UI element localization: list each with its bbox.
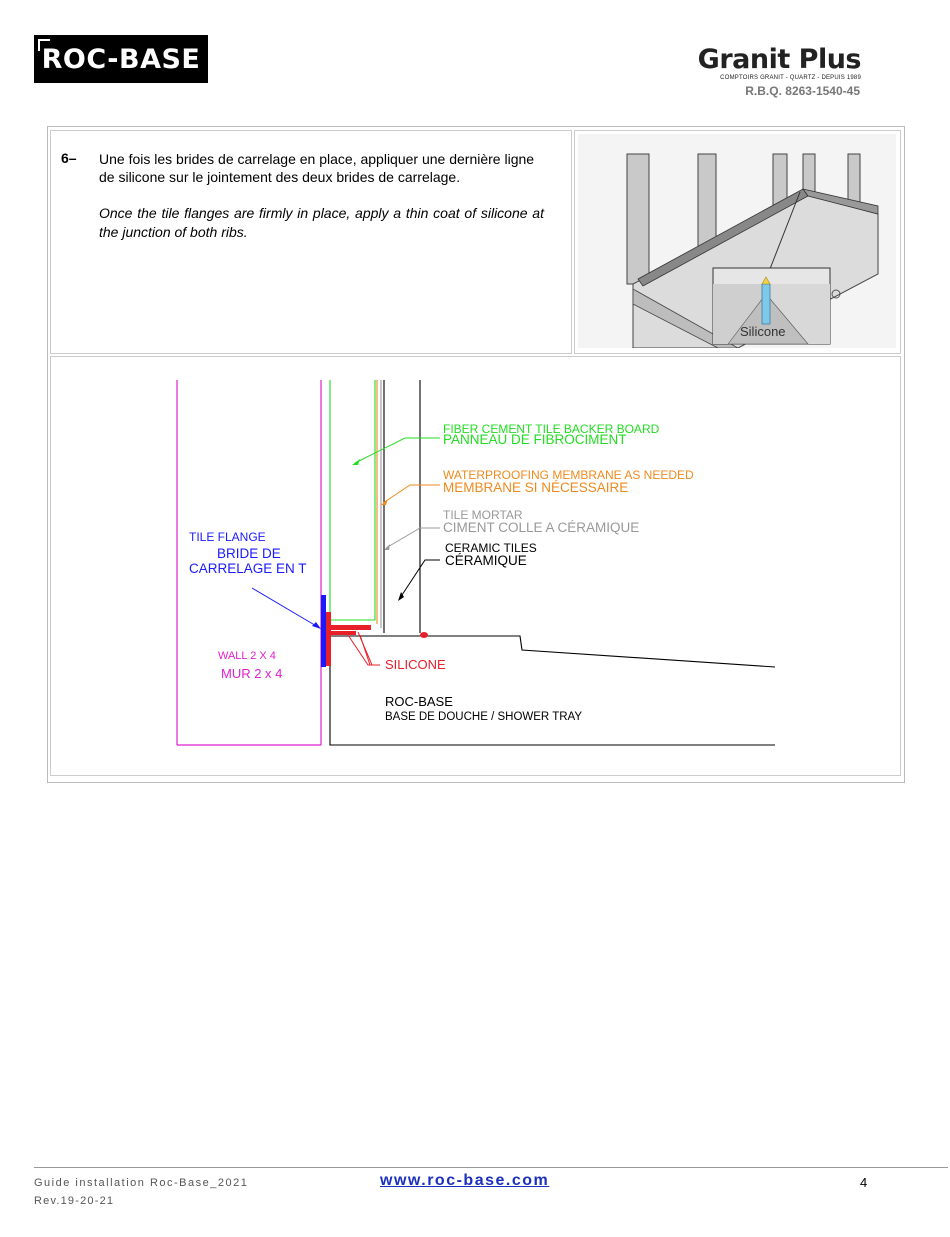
footer-revision: Rev.19-20-21 [34,1195,115,1207]
wall-label-en: WALL 2 X 4 [218,650,276,662]
shower-base-outline [330,636,775,745]
flange-label-en: TILE FLANGE [189,530,266,544]
granit-plus-tagline: COMPTOIRS GRANIT - QUARTZ - DEPUIS 1989 [720,75,861,81]
membrane-label-fr: MEMBRANE SI NÉCESSAIRE [443,480,629,495]
fiber-cement-board [330,380,375,620]
fiber-label-en: FIBER CEMENT TILE BACKER BOARD [443,422,660,436]
fiber-label-fr: PANNEAU DE FIBROCIMENT [443,432,627,447]
tiles-label-fr: CÉRAMIQUE [445,553,527,568]
page-number: 4 [860,1175,868,1190]
silicone-bead [420,632,428,638]
mortar-label-fr: CIMENT COLLE A CÉRAMIQUE [443,520,640,535]
roc-base-logo-text: ROC-BASE [41,43,201,75]
rbq-license-number: R.B.Q. 8263-1540-45 [745,84,860,98]
tile-flange-vertical [321,595,326,667]
roc-base-logo [34,35,208,83]
silicone-label: SILICONE [385,657,446,672]
flange-label-fr-2: CARRELAGE EN T [189,561,307,576]
step-instruction-french: Une fois les brides de carrelage en place, appliquer une dernière ligne de silicone sur le jointement des deux brides de carrelage. [99,151,535,185]
footer-website-link[interactable]: www.roc-base.com [380,1172,550,1189]
shower-corner-illustration [578,134,896,348]
silicone-bead-icon [762,284,770,324]
step-instruction-english: Once the tile flanges are firmly in place, apply a thin coat of silicone at the junction of both ribs. [99,205,544,240]
membrane-label-en: WATERPROOFING MEMBRANE AS NEEDED [443,468,694,482]
tiles-label-en: CERAMIC TILES [445,541,537,555]
logo-corner-mark [38,39,50,51]
footer-guide-title: Guide installation Roc-Base_2021 [34,1177,249,1189]
base-label-2: BASE DE DOUCHE / SHOWER TRAY [385,711,583,723]
mortar-label-en: TILE MORTAR [443,508,523,522]
step-number: 6– [61,150,77,166]
inset-silicone-label: Silicone [740,324,786,339]
granit-plus-logo: Granit Plus [697,44,861,75]
flange-label-fr-1: BRIDE DE [217,546,281,561]
wall-label-fr: MUR 2 x 4 [221,666,283,681]
footer-divider [34,1167,948,1168]
base-label-1: ROC-BASE [385,694,453,709]
installation-cross-section-diagram [170,375,780,755]
